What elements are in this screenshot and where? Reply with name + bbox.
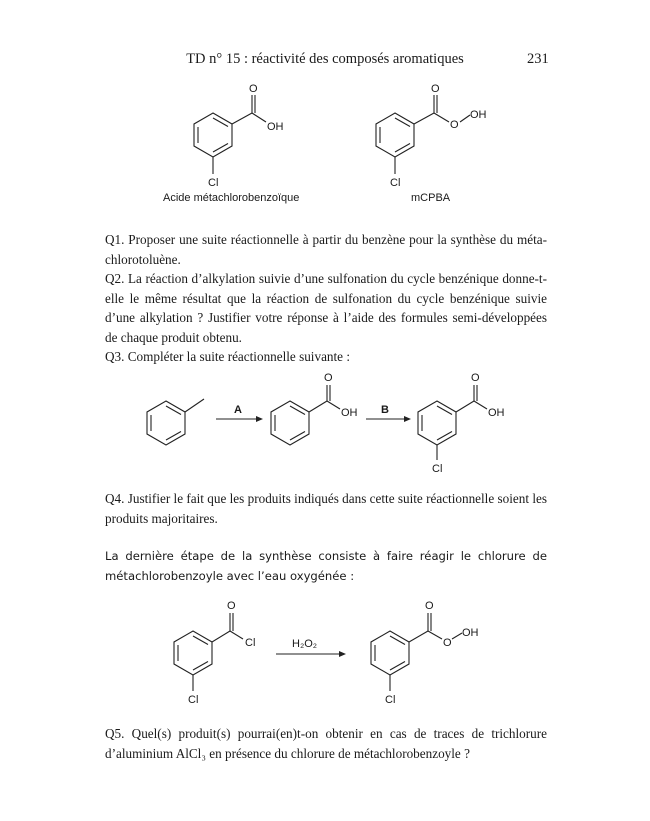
atom-o: O <box>425 600 434 612</box>
intro-last-step: La dernière étape de la synthèse consiste à faire réagir le chlorure de métachlorobenzoyle avec l’eau oxygénée : <box>105 549 547 583</box>
atom-o: O <box>249 83 258 95</box>
figure-structures-top <box>0 80 650 210</box>
atom-o: O <box>324 372 333 384</box>
question-5: Q5. Quel(s) produit(s) pourrai(en)t-on obtenir en cas de traces de trichlorure d’aluminium AlCl₃ en présence du chlorure de métachlorobenzoyle ? <box>105 726 547 761</box>
atom-o: O <box>450 119 459 131</box>
question-2: Q2. La réaction d’alkylation suivie d’une sulfonation du cycle benzénique donne-t-elle le même résultat que la réaction de sulfonation du cycle benzénique suivie d’une alkylation ? Justifier votre réponse à l’aide des formules semi-développées de chaque produit obtenu. <box>105 271 547 345</box>
arrow-b <box>366 404 411 422</box>
structure-metachlorobenzoyl-chloride <box>174 600 255 706</box>
atom-o: O <box>227 600 236 612</box>
atom-o: O <box>443 637 452 649</box>
arrow-a <box>216 404 263 422</box>
arrow-b-label: B <box>381 404 389 416</box>
atom-cl: Cl <box>390 177 401 189</box>
atom-cl: Cl <box>385 694 396 706</box>
reaction-scheme-1 <box>0 370 650 480</box>
reaction-scheme-2 <box>0 595 650 715</box>
reagent-h2o2: H₂O₂ <box>292 638 318 650</box>
structure-metachlorobenzoic-acid <box>163 83 299 204</box>
atom-oh: OH <box>462 627 479 639</box>
atom-oh: OH <box>341 407 358 419</box>
question-3: Q3. Compléter la suite réactionnelle suivante : <box>105 349 350 364</box>
running-header-title: TD n° 15 : réactivité des composés aromatiques <box>186 51 464 67</box>
structure-mcpba <box>376 83 487 204</box>
atom-oh: OH <box>267 121 284 133</box>
label-mcpba: mCPBA <box>411 192 451 204</box>
atom-o: O <box>471 372 480 384</box>
structure-benzoic-acid <box>271 372 358 445</box>
atom-o: O <box>431 83 440 95</box>
structure-mcpba-product <box>371 600 479 706</box>
structure-metachlorobenzoic-acid-product <box>418 372 505 475</box>
structure-toluene <box>147 399 204 445</box>
atom-cl: Cl <box>245 637 256 649</box>
atom-cl: Cl <box>188 694 199 706</box>
atom-cl: Cl <box>432 463 443 475</box>
page-number: 231 <box>527 51 549 67</box>
question-1: Q1. Proposer une suite réactionnelle à partir du benzène pour la synthèse du méta-chlorotoluène. <box>105 232 547 267</box>
atom-oh: OH <box>470 109 487 121</box>
atom-oh: OH <box>488 407 505 419</box>
arrow-a-label: A <box>234 404 242 416</box>
arrow-h2o2 <box>276 638 346 657</box>
label-metachlorobenzoic-acid: Acide métachlorobenzoïque <box>163 192 300 204</box>
question-4: Q4. Justifier le fait que les produits indiqués dans cette suite réactionnelle soient les produits majoritaires. <box>105 491 547 526</box>
atom-cl: Cl <box>208 177 219 189</box>
